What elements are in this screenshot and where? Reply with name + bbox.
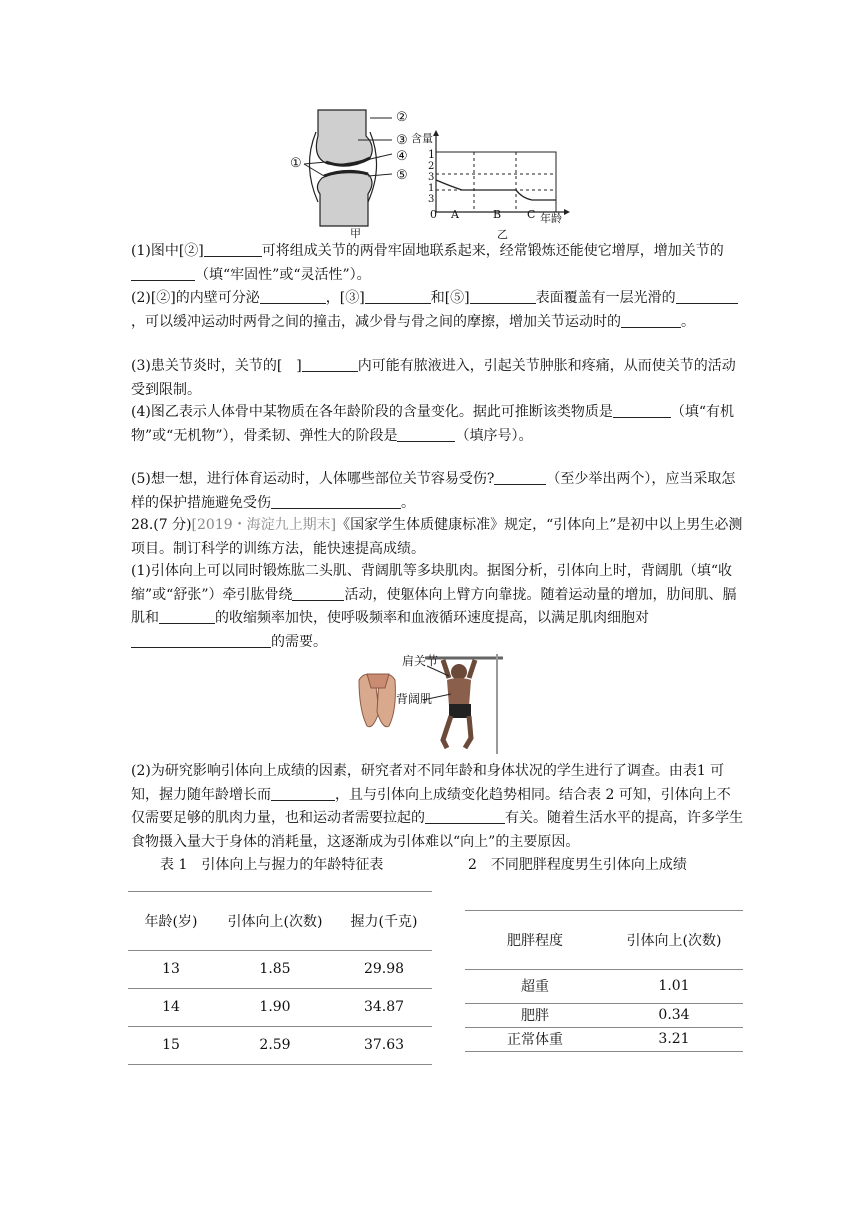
table1-caption: 表 1 引体向上与握力的年龄特征表 (160, 857, 384, 873)
marker-2: ② (396, 110, 408, 125)
table1 (128, 892, 432, 1065)
table2-caption: 2 不同肥胖程度男生引体向上成绩 (468, 857, 687, 873)
table-cell: 1.85 (259, 961, 291, 977)
table-row (128, 1026, 432, 1064)
answer-blank[interactable] (159, 609, 215, 624)
question-28-1: (1)引体向上可以同时锻炼肱二头肌、背阔肌等多块肌肉。据图分析，引体向上时，背阔肌（填“收缩”或“舒张”）牵引肱骨绕 活动，使躯体向上臂方向靠拢。随着运动量的增加，肋间肌、膈肌和 的收缩频率加快，使呼吸频率和血液循环速度提高，以满足肌肉细胞对的需要。 (131, 563, 737, 650)
marker-3: ③ (396, 133, 408, 148)
table-cell: 肥胖 (521, 1008, 549, 1024)
graph-xtick-c: C (527, 208, 536, 221)
graph-ylabel: 含量 (411, 132, 433, 145)
graph-xtick-b: B (493, 208, 502, 221)
table-cell: 29.98 (363, 961, 405, 977)
answer-blank[interactable] (397, 427, 455, 442)
question-2: (2)[②]的内壁可分泌 ，[③] 和[⑤] 表面覆盖有一层光滑的，可以缓冲运动时两骨之间的撞击，减少骨与骨之间的摩擦，增加关节运动时的 。 (131, 287, 743, 334)
joint-figure-jia (288, 106, 413, 240)
answer-blank[interactable] (425, 809, 505, 824)
answer-blank[interactable] (365, 289, 431, 304)
table-header-row (128, 892, 432, 950)
table-cell: 13 (162, 961, 180, 977)
question-28-2: (2)为研究影响引体向上成绩的因素，研究者对不同年龄和身体状况的学生进行了调查。由表1 可知，握力随年龄增长而 ，且与引体向上成绩变化趋势相同。结合表 2 可知，引体向上不仅需要足够的肌肉力量，也和运动者需要拉起的 有关。随着生活水平的提高，许多学生食物摄入量大于身体的消耗量，这逐渐成为引体难以“向上”的主要原因。 (131, 763, 743, 850)
figure-jia-label: 甲 (350, 227, 361, 240)
answer-blank[interactable] (302, 357, 358, 372)
table-header-cell: 握力(千克) (350, 913, 418, 930)
graph-xtick-0: 0 (430, 208, 437, 221)
table-row (465, 969, 743, 1003)
table-cell: 15 (162, 1037, 180, 1053)
graph-ytick-3-num: 1 (428, 183, 435, 194)
answer-blank[interactable] (131, 266, 195, 281)
table-cell: 14 (162, 999, 180, 1015)
table-cell: 1.90 (259, 999, 291, 1015)
answer-blank[interactable] (260, 289, 326, 304)
question-28: 28.(7 分)[2019・海淀九上期末]《国家学生体质健康标准》规定，“引体向上”是初中以上男生必测项目。制订科学的训练方法，能快速提高成绩。 (131, 517, 743, 557)
table-cell: 0.34 (658, 1007, 690, 1023)
table-cell: 37.63 (363, 1037, 405, 1053)
marker-1: ① (290, 156, 302, 171)
table-cell: 超重 (521, 979, 549, 995)
graph-ytick-2-den: 3 (428, 172, 435, 183)
graph-ytick-3-den: 3 (428, 194, 435, 205)
answer-blank[interactable] (470, 289, 536, 304)
question-source: [2019・海淀九上期末] (191, 517, 337, 533)
table-header-cell: 引体向上(次数) (227, 913, 323, 930)
answer-blank[interactable] (131, 633, 271, 648)
table2 (465, 911, 743, 1052)
table-row (128, 950, 432, 988)
marker-4: ④ (396, 149, 408, 164)
answer-blank[interactable] (204, 242, 262, 257)
graph-xlabel: 年龄 (540, 212, 562, 225)
label-latissimus: 背阔肌 (396, 692, 433, 706)
table-cell: 1.01 (658, 978, 690, 994)
marker-5: ⑤ (396, 168, 408, 183)
answer-blank[interactable] (271, 786, 335, 801)
question-4: (4)图乙表示人体骨中某物质在各年龄阶段的含量变化。据此可推断该类物质是 （填“有机物”或“无机物”），骨柔韧、弹性大的阶段是 （填序号）。 (131, 404, 735, 444)
question-1: (1)图中[②] 可将组成关节的两骨牢固地联系起来，经常锻炼还能使它增厚，增加关节的（填“牢固性”或“灵活性”）。 (131, 243, 724, 283)
table-cell: 正常体重 (507, 1032, 563, 1048)
answer-blank[interactable] (292, 586, 344, 601)
table-header-cell: 引体向上(次数) (626, 932, 722, 949)
label-shoulder-joint: 肩关节 (402, 654, 439, 668)
answer-blank[interactable] (621, 313, 681, 328)
figure-yi-label: 乙 (497, 228, 508, 241)
table-cell: 2.59 (259, 1037, 291, 1053)
table-header-cell: 年龄(岁) (144, 913, 198, 930)
table-header-row (465, 911, 743, 969)
answer-blank[interactable] (271, 494, 401, 509)
table-row (465, 1027, 743, 1051)
answer-blank[interactable] (676, 289, 738, 304)
table-cell: 34.87 (363, 999, 405, 1015)
graph-ytick-2-num: 2 (428, 161, 435, 172)
question-5: (5)想一想，进行体育运动时，人体哪些部位关节容易受伤? （至少举出两个），应当采取怎样的保护措施避免受伤 。 (131, 471, 736, 511)
answer-blank[interactable] (494, 470, 546, 485)
table-header-cell: 肥胖程度 (507, 932, 563, 949)
answer-blank[interactable] (613, 403, 671, 418)
table-cell: 3.21 (658, 1031, 690, 1047)
graph-xtick-a: A (451, 208, 459, 221)
graph-ytick-1: 1 (428, 148, 435, 161)
table-row (128, 988, 432, 1026)
question-3: (3)患关节炎时，关节的[ ] 内可能有脓液进入，引起关节肿胀和疼痛，从而使关节的活动受到限制。 (131, 358, 736, 398)
table-row (465, 1003, 743, 1027)
